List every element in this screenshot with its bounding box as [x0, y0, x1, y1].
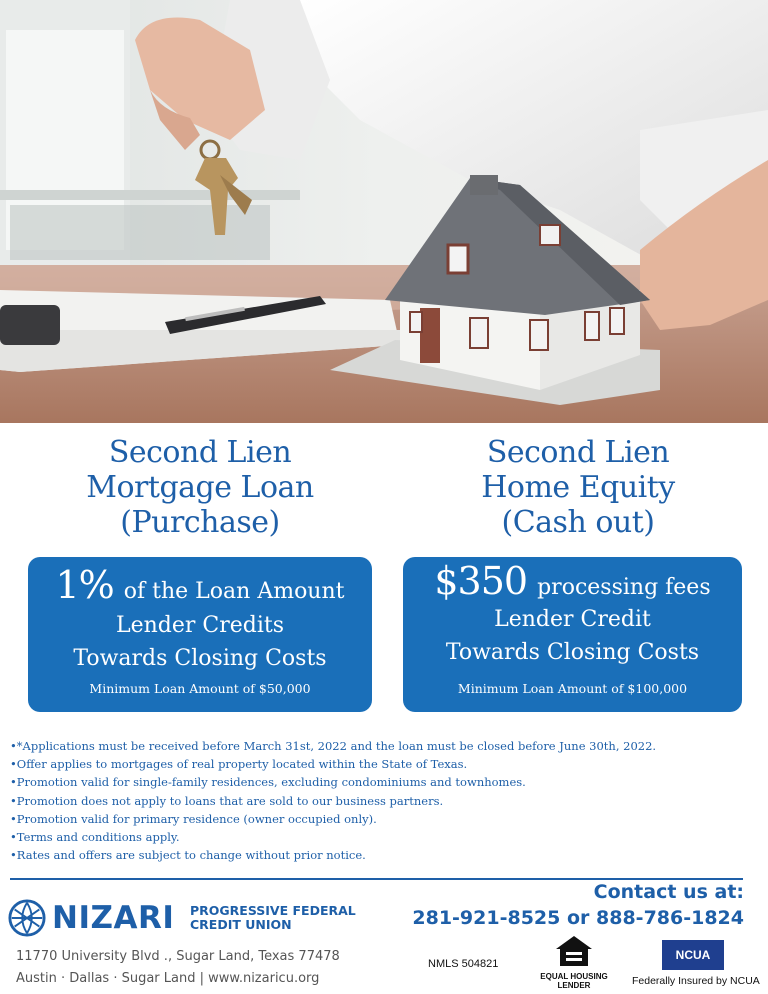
- equal-housing-line: LENDER: [557, 981, 591, 990]
- offer-line: Lender Credits: [115, 613, 285, 638]
- equal-housing-lender-badge: [537, 934, 611, 990]
- contact-title: Contact us at:: [593, 881, 744, 903]
- heading-line: Second Lien: [486, 435, 670, 470]
- heading-line: (Purchase): [120, 505, 280, 540]
- offer-highlight: $350: [434, 559, 528, 603]
- heading-line: Home Equity: [481, 470, 675, 505]
- brand-subtitle-line: PROGRESSIVE FEDERAL: [190, 903, 356, 918]
- keys-house-illustration: [0, 0, 768, 423]
- equal-housing-line: EQUAL HOUSING: [540, 972, 608, 981]
- ncua-logo: [662, 940, 724, 970]
- terms-item: • Promotion valid for single-family residences, excluding condominiums and townhomes.: [10, 773, 750, 791]
- terms-item: • Offer applies to mortgages of real property located within the State of Texas.: [10, 755, 750, 773]
- equal-housing-icon: [554, 934, 594, 968]
- nmls-number: NMLS 504821: [428, 958, 499, 970]
- equal-housing-text: [537, 972, 611, 990]
- contact-phone-numbers[interactable]: 281-921-8525 or 888-786-1824: [412, 907, 744, 929]
- offer-heading-purchase: [35, 435, 365, 540]
- heading-line: Second Lien: [108, 435, 292, 470]
- offer-highlight: 1%: [55, 563, 114, 607]
- footer-divider: [10, 878, 743, 880]
- offer-minimum: Minimum Loan Amount of $50,000: [89, 681, 311, 696]
- brand-subtitle-line: CREDIT UNION: [190, 917, 292, 932]
- offer-box-cash-out: [403, 557, 742, 712]
- offer-highlight-row: [28, 563, 372, 607]
- terms-item: • Promotion valid for primary residence (owner occupied only).: [10, 810, 750, 828]
- heading-line: Mortgage Loan: [86, 470, 314, 505]
- terms-item: • Terms and conditions apply.: [10, 828, 750, 846]
- terms-list: [10, 737, 750, 864]
- offer-line: Lender Credit: [494, 607, 651, 632]
- ncua-caption: Federally Insured by NCUA: [632, 975, 760, 987]
- street-address: 11770 University Blvd ., Sugar Land, Texas 77478: [16, 949, 340, 964]
- nizari-globe-logo-icon: [8, 899, 46, 937]
- address-block: [16, 946, 340, 990]
- heading-line: (Cash out): [501, 505, 655, 540]
- terms-item: • Promotion does not apply to loans that are sold to our business partners.: [10, 792, 750, 810]
- offer-minimum: Minimum Loan Amount of $100,000: [457, 681, 688, 696]
- brand-name: NIZARI: [52, 900, 175, 936]
- offer-highlight-suffix: of the Loan Amount: [123, 579, 345, 604]
- brand-subtitle: [190, 904, 356, 932]
- offer-highlight-suffix: processing fees: [537, 575, 711, 600]
- offer-line: Towards Closing Costs: [445, 640, 700, 665]
- offer-line: Towards Closing Costs: [73, 646, 327, 671]
- locations-website[interactable]: Austin · Dallas · Sugar Land | www.nizaricu.org: [16, 971, 320, 986]
- hero-photo: [0, 0, 768, 423]
- ncua-word: NCUA: [675, 948, 711, 962]
- offer-heading-cash-out: [413, 435, 743, 540]
- offer-highlight-row: [403, 559, 742, 603]
- offer-box-purchase: [28, 557, 372, 712]
- terms-item: • Rates and offers are subject to change without prior notice.: [10, 846, 750, 864]
- terms-item: • *Applications must be received before March 31st, 2022 and the loan must be closed before June 30th, 2022.: [10, 737, 750, 755]
